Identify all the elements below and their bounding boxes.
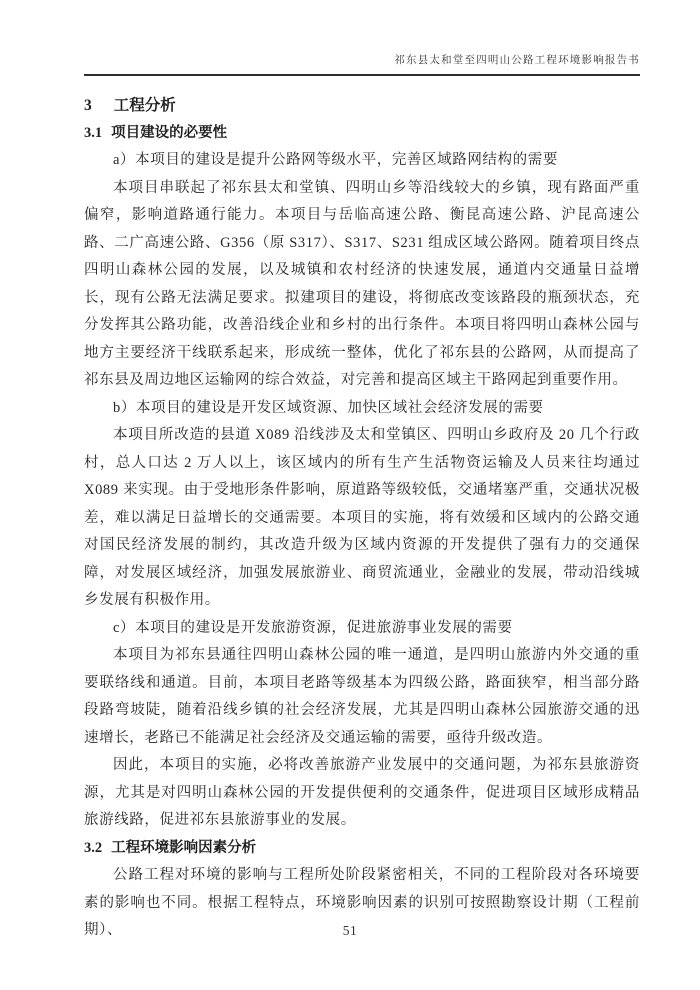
section-3-2-heading	[84, 835, 640, 863]
page-header	[0, 0, 700, 76]
page-footer	[0, 922, 700, 940]
section-3-1-number: 3.1	[84, 124, 103, 141]
paragraph-a: 本项目串联起了祁东县太和堂镇、四明山乡等沿线较大的乡镇，现有路面严重偏窄，影响道路通行能力。本项目与岳临高速公路、衡昆高速公路、沪昆高速公路、二广高速公路、G356（原 S317）、S317、S231 组成区域公路网。随着项目终点四明山森林公园的发展，以及城镇和农村经济的快速发展，通道内交通量日益增长，现有公路无法满足要求。拟建项目的建设，将彻底改变该路段的瓶颈状态，充分发挥其公路功能，改善沿线企业和乡村的出行条件。本项目将四明山森林公园与地方主要经济干线联系起来，形成统一整体，优化了祁东县的公路网，从而提高了祁东县及周边地区运输网的综合效益，对完善和提高区域主干路网起到重要作用。	[84, 179, 640, 388]
paragraph-d: 公路工程对环境的影响与工程所处阶段紧密相关，不同的工程阶段对各环境要素的影响也不同。根据工程特点，环境影响因素的识别可按照勘察设计期（工程前期）、	[84, 867, 640, 938]
chapter-title: 工程分析	[113, 97, 176, 114]
point-b-heading: b）本项目的建设是开发区域资源、加快区域社会经济发展的需要	[113, 399, 544, 416]
chapter-3-heading	[84, 92, 640, 120]
section-3-1-heading	[84, 120, 640, 148]
section-3-1-title: 项目建设的必要性	[111, 124, 228, 141]
running-header-title: 祁东县太和堂至四明山公路工程环境影响报告书	[394, 55, 640, 66]
point-a-heading: a）本项目的建设是提升公路网等级水平，完善区域路网结构的需要	[113, 152, 558, 168]
paragraph-c2: 因此，本项目的实施，必将改善旅游产业发展中的交通问题，为祁东县旅游资源，尤其是对四明山森林公园的开发提供便利的交通条件，促进项目区域形成精品旅游线路，促进祁东县旅游事业的发展。	[84, 757, 640, 828]
section-3-2-number: 3.2	[84, 839, 103, 856]
section-3-2-title: 工程环境影响因素分析	[111, 839, 257, 856]
header-rule	[84, 74, 640, 76]
paragraph-b: 本项目所改造的县道 X089 沿线涉及太和堂镇区、四明山乡政府及 20 几个行政村，总人口达 2 万人以上，该区域内的所有生产生活物资运输及人员来往均通过 X089 来实现。由于受地形条件影响，原道路等级较低，交通堵塞严重，交通状况极差，难以满足日益增长的交通需要。本项目的实施，将有效缓和区域内的公路交通对国民经济发展的制约，其改造升级为区域内资源的开发提供了强有力的交通保障，对发展区域经济，加强发展旅游业、商贸流通业，金融业的发展，带动沿线城乡发展有积极作用。	[84, 427, 640, 608]
page-number: 51	[342, 923, 358, 938]
document-body	[0, 84, 700, 945]
paragraph-c1: 本项目为祁东县通往四明山森林公园的唯一通道，是四明山旅游内外交通的重要联络线和通道。目前，本项目老路等级基本为四级公路，路面狭窄，相当部分路段路弯坡陡，随着沿线乡镇的社会经济发展，尤其是四明山森林公园旅游交通的迅速增长，老路已不能满足社会经济及交通运输的需要，亟待升级改造。	[84, 647, 640, 746]
chapter-number: 3	[84, 97, 92, 114]
point-c-heading: c）本项目的建设是开发旅游资源，促进旅游事业发展的需要	[113, 619, 513, 636]
